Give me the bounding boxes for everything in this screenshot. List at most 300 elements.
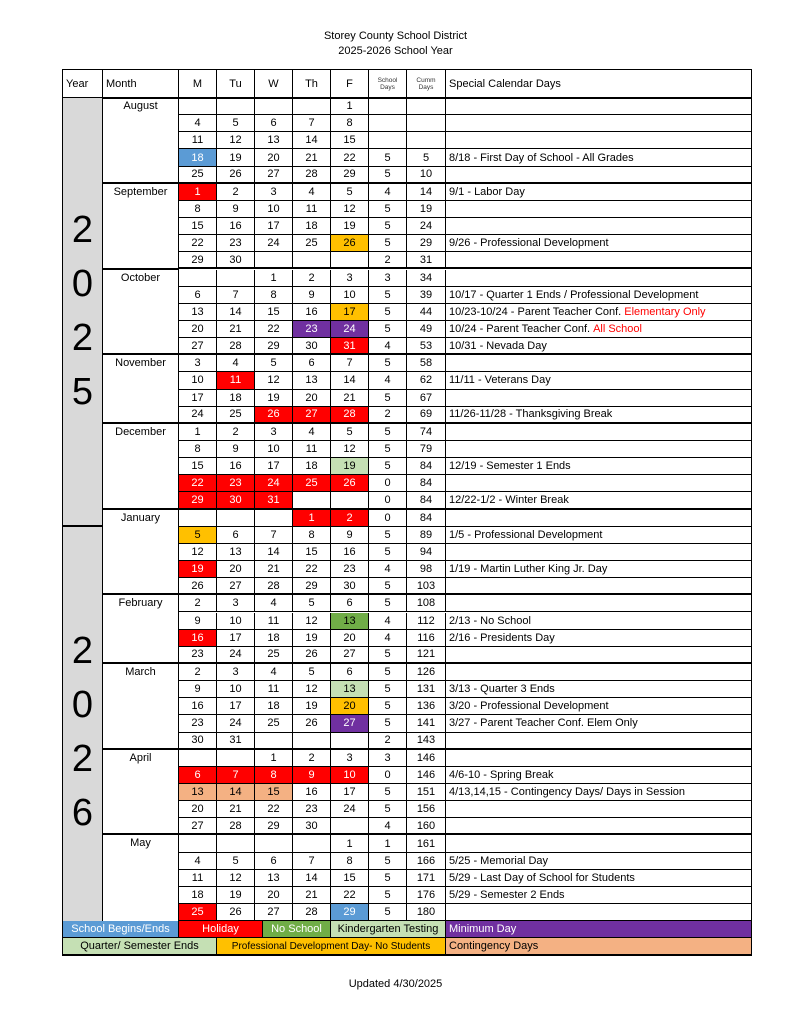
day-cell-tue: 19	[217, 149, 255, 166]
special-day-note	[446, 149, 752, 166]
day-cell-wed: 29	[255, 818, 293, 835]
cumm-days-cell: 79	[407, 441, 446, 458]
day-cell-fri: 22	[331, 149, 369, 166]
day-cell-fri: 21	[331, 390, 369, 407]
special-day-note	[446, 115, 752, 132]
day-cell-fri: 29	[331, 167, 369, 184]
day-cell-wed: 8	[255, 287, 293, 304]
day-cell-wed: 28	[255, 578, 293, 595]
school-days-cell: 0	[369, 475, 407, 492]
day-cell-thu: 29	[293, 578, 331, 595]
day-cell-fri: 15	[331, 870, 369, 887]
day-cell-tue: 26	[217, 904, 255, 921]
cumm-days-cell: 116	[407, 630, 446, 647]
special-day-note	[446, 664, 752, 681]
cumm-days-cell: 14	[407, 184, 446, 201]
month-november: November	[103, 355, 179, 424]
special-day-note	[446, 475, 752, 492]
day-cell-mon: 11	[179, 870, 217, 887]
legend-minimum-day: Minimum Day	[446, 921, 752, 938]
special-day-text: 11/11 - Veterans Day	[449, 374, 551, 387]
day-cell-fri: 8	[331, 115, 369, 132]
day-cell-thu: 9	[293, 767, 331, 784]
header-school-days-line: Days	[380, 83, 395, 91]
day-cell-tue: 18	[217, 390, 255, 407]
day-cell-fri: 10	[331, 287, 369, 304]
cumm-days-cell: 69	[407, 407, 446, 424]
day-cell-mon: 15	[179, 458, 217, 475]
legend-professional-development: Professional Development Day- No Students	[217, 938, 446, 955]
school-days-cell: 5	[369, 578, 407, 595]
day-cell-tue: 23	[217, 235, 255, 252]
cumm-days-cell: 53	[407, 338, 446, 355]
special-day-text: 5/29 - Semester 2 Ends	[449, 888, 565, 901]
cumm-days-cell: 143	[407, 733, 446, 750]
year-digit: 6	[71, 791, 94, 834]
special-day-text: 2/16 - Presidents Day	[449, 631, 555, 644]
header-wednesday: W	[255, 70, 293, 98]
year-column-0	[63, 98, 103, 527]
school-days-cell: 5	[369, 681, 407, 698]
cumm-days-cell: 5	[407, 149, 446, 166]
day-cell-wed: 26	[255, 407, 293, 424]
day-cell-thu: 19	[293, 630, 331, 647]
day-cell-fri: 17	[331, 784, 369, 801]
year-digit: 5	[71, 371, 94, 414]
special-day-text: 5/25 - Memorial Day	[449, 854, 549, 867]
day-cell-wed: 25	[255, 647, 293, 664]
day-cell-fri: 3	[331, 270, 369, 287]
special-day-note	[446, 733, 752, 750]
special-day-text: 10/24 - Parent Teacher Conf.	[449, 323, 591, 335]
cumm-days-cell: 126	[407, 664, 446, 681]
header-year: Year	[63, 70, 103, 98]
school-days-cell: 5	[369, 287, 407, 304]
day-cell-tue: 10	[217, 613, 255, 630]
day-cell-mon: 19	[179, 561, 217, 578]
day-cell-mon: 6	[179, 287, 217, 304]
day-cell-wed: 20	[255, 887, 293, 904]
school-days-cell: 4	[369, 184, 407, 201]
special-day-note	[446, 801, 752, 818]
day-cell-tue: 2	[217, 184, 255, 201]
day-cell-tue	[217, 270, 255, 287]
cumm-days-cell: 180	[407, 904, 446, 921]
cumm-days-cell: 161	[407, 835, 446, 852]
day-cell-wed: 5	[255, 355, 293, 372]
month-may: May	[103, 835, 179, 938]
day-cell-mon: 6	[179, 767, 217, 784]
day-cell-wed: 11	[255, 613, 293, 630]
day-cell-mon: 11	[179, 132, 217, 149]
cumm-days-cell: 94	[407, 544, 446, 561]
special-day-note	[446, 630, 752, 647]
special-day-note	[446, 407, 752, 424]
day-cell-thu: 8	[293, 527, 331, 544]
day-cell-tue: 16	[217, 458, 255, 475]
day-cell-fri: 30	[331, 578, 369, 595]
school-days-cell: 5	[369, 647, 407, 664]
day-cell-thu	[293, 733, 331, 750]
month-october: October	[103, 270, 179, 356]
day-cell-thu: 12	[293, 613, 331, 630]
year-digit: 0	[71, 683, 94, 726]
cumm-days-cell: 146	[407, 767, 446, 784]
day-cell-tue: 28	[217, 338, 255, 355]
day-cell-tue: 30	[217, 252, 255, 269]
school-days-cell: 5	[369, 904, 407, 921]
day-cell-wed: 12	[255, 372, 293, 389]
day-cell-tue	[217, 98, 255, 115]
day-cell-fri: 2	[331, 510, 369, 527]
special-day-note	[446, 338, 752, 355]
day-cell-thu: 16	[293, 304, 331, 321]
school-days-cell: 5	[369, 544, 407, 561]
day-cell-mon: 8	[179, 441, 217, 458]
day-cell-thu: 26	[293, 647, 331, 664]
day-cell-thu: 25	[293, 235, 331, 252]
special-day-note	[446, 750, 752, 767]
special-day-text: 1/5 - Professional Development	[449, 528, 603, 541]
school-days-cell: 2	[369, 407, 407, 424]
day-cell-mon	[179, 835, 217, 852]
cumm-days-cell: 98	[407, 561, 446, 578]
day-cell-wed: 10	[255, 201, 293, 218]
cumm-days-cell: 108	[407, 595, 446, 612]
day-cell-mon: 17	[179, 390, 217, 407]
day-cell-mon: 13	[179, 304, 217, 321]
day-cell-thu: 28	[293, 167, 331, 184]
day-cell-tue: 11	[217, 372, 255, 389]
header-school-days	[369, 70, 407, 98]
special-day-text: 5/29 - Last Day of School for Students	[449, 871, 635, 884]
day-cell-tue: 12	[217, 870, 255, 887]
special-day-note	[446, 270, 752, 287]
day-cell-thu: 4	[293, 184, 331, 201]
day-cell-tue: 31	[217, 733, 255, 750]
year-digit: 2	[71, 209, 94, 252]
special-day-text: 12/22-1/2 - Winter Break	[449, 494, 569, 506]
day-cell-tue: 20	[217, 561, 255, 578]
special-day-note	[446, 390, 752, 407]
day-cell-thu: 27	[293, 407, 331, 424]
day-cell-fri: 5	[331, 184, 369, 201]
day-cell-wed	[255, 252, 293, 269]
school-days-cell: 5	[369, 664, 407, 681]
day-cell-fri: 31	[331, 338, 369, 355]
day-cell-tue: 17	[217, 698, 255, 715]
day-cell-tue	[217, 510, 255, 527]
cumm-days-cell	[407, 115, 446, 132]
cumm-days-cell: 136	[407, 698, 446, 715]
day-cell-fri: 24	[331, 321, 369, 338]
day-cell-thu: 23	[293, 801, 331, 818]
special-day-note	[446, 681, 752, 698]
special-day-text: 3/27 - Parent Teacher Conf. Elem Only	[449, 717, 638, 730]
day-cell-thu: 12	[293, 681, 331, 698]
day-cell-fri	[331, 252, 369, 269]
day-cell-mon: 20	[179, 801, 217, 818]
day-cell-thu: 21	[293, 887, 331, 904]
month-december: December	[103, 424, 179, 510]
day-cell-thu: 15	[293, 544, 331, 561]
month-august: August	[103, 98, 179, 184]
day-cell-wed: 29	[255, 338, 293, 355]
special-day-text: 9/26 - Professional Development	[449, 237, 609, 250]
day-cell-mon: 23	[179, 715, 217, 732]
day-cell-tue: 13	[217, 544, 255, 561]
cumm-days-cell	[407, 132, 446, 149]
cumm-days-cell: 84	[407, 510, 446, 527]
day-cell-fri: 22	[331, 887, 369, 904]
school-days-cell	[369, 115, 407, 132]
cumm-days-cell	[407, 98, 446, 115]
day-cell-wed: 1	[255, 270, 293, 287]
special-day-note	[446, 235, 752, 252]
header-month: Month	[103, 70, 179, 98]
school-days-cell: 5	[369, 321, 407, 338]
day-cell-tue: 14	[217, 304, 255, 321]
cumm-days-cell: 84	[407, 458, 446, 475]
cumm-days-cell: 121	[407, 647, 446, 664]
day-cell-wed: 6	[255, 853, 293, 870]
day-cell-thu	[293, 835, 331, 852]
day-cell-fri: 1	[331, 835, 369, 852]
special-day-text: 2/13 - No School	[449, 614, 531, 627]
day-cell-mon: 9	[179, 681, 217, 698]
school-days-cell: 5	[369, 441, 407, 458]
day-cell-thu: 19	[293, 698, 331, 715]
day-cell-mon: 18	[179, 887, 217, 904]
legend-contingency-days: Contingency Days	[446, 938, 752, 955]
day-cell-wed: 17	[255, 458, 293, 475]
school-days-cell: 2	[369, 252, 407, 269]
cumm-days-cell: 58	[407, 355, 446, 372]
school-days-cell: 3	[369, 750, 407, 767]
day-cell-thu: 30	[293, 338, 331, 355]
day-cell-wed: 6	[255, 115, 293, 132]
header-special-days: Special Calendar Days	[446, 70, 752, 98]
school-days-cell: 5	[369, 715, 407, 732]
day-cell-thu: 1	[293, 510, 331, 527]
day-cell-mon: 23	[179, 647, 217, 664]
day-cell-thu: 4	[293, 424, 331, 441]
school-days-cell: 0	[369, 510, 407, 527]
cumm-days-cell: 112	[407, 613, 446, 630]
legend-school-begins-ends: School Begins/Ends	[63, 921, 179, 938]
special-day-note	[446, 184, 752, 201]
day-cell-mon: 22	[179, 235, 217, 252]
day-cell-tue: 28	[217, 818, 255, 835]
day-cell-thu: 22	[293, 561, 331, 578]
day-cell-tue: 21	[217, 801, 255, 818]
day-cell-wed: 24	[255, 475, 293, 492]
day-cell-mon: 27	[179, 818, 217, 835]
special-day-note	[446, 698, 752, 715]
day-cell-thu	[293, 252, 331, 269]
special-day-text: 3/13 - Quarter 3 Ends	[449, 683, 555, 696]
special-day-text: 10/17 - Quarter 1 Ends / Professional Development	[449, 288, 699, 301]
special-day-text: 11/26-11/28 - Thanksgiving Break	[449, 408, 613, 421]
day-cell-thu: 30	[293, 818, 331, 835]
day-cell-mon: 29	[179, 252, 217, 269]
day-cell-wed	[255, 733, 293, 750]
day-cell-wed: 15	[255, 304, 293, 321]
cumm-days-cell: 34	[407, 270, 446, 287]
header-cumm-days	[407, 70, 446, 98]
day-cell-tue: 19	[217, 887, 255, 904]
day-cell-tue: 12	[217, 132, 255, 149]
day-cell-mon: 27	[179, 338, 217, 355]
school-days-cell: 4	[369, 338, 407, 355]
day-cell-thu: 20	[293, 390, 331, 407]
cumm-days-cell: 84	[407, 492, 446, 509]
cumm-days-cell: 62	[407, 372, 446, 389]
cumm-days-cell: 171	[407, 870, 446, 887]
special-day-note	[446, 595, 752, 612]
school-days-cell: 3	[369, 270, 407, 287]
special-day-note	[446, 870, 752, 887]
cumm-days-cell: 89	[407, 527, 446, 544]
day-cell-wed: 13	[255, 132, 293, 149]
header-thursday: Th	[293, 70, 331, 98]
day-cell-thu: 23	[293, 321, 331, 338]
day-cell-thu: 11	[293, 201, 331, 218]
day-cell-wed: 17	[255, 218, 293, 235]
day-cell-thu: 2	[293, 750, 331, 767]
day-cell-wed	[255, 835, 293, 852]
day-cell-thu: 14	[293, 132, 331, 149]
day-cell-mon: 29	[179, 492, 217, 509]
special-day-note	[446, 304, 752, 321]
day-cell-mon: 4	[179, 853, 217, 870]
year-digit: 2	[71, 629, 94, 672]
day-cell-fri: 15	[331, 132, 369, 149]
day-cell-fri: 16	[331, 544, 369, 561]
special-day-note	[446, 201, 752, 218]
day-cell-fri: 26	[331, 235, 369, 252]
school-days-cell: 5	[369, 595, 407, 612]
special-day-note	[446, 355, 752, 372]
day-cell-fri: 26	[331, 475, 369, 492]
day-cell-mon: 16	[179, 630, 217, 647]
day-cell-fri: 12	[331, 201, 369, 218]
school-days-cell: 5	[369, 218, 407, 235]
special-day-note	[446, 252, 752, 269]
day-cell-tue: 14	[217, 784, 255, 801]
day-cell-thu: 11	[293, 441, 331, 458]
school-days-cell: 4	[369, 818, 407, 835]
legend-kindergarten-testing: Kindergarten Testing	[331, 921, 446, 938]
day-cell-thu	[293, 98, 331, 115]
school-days-cell	[369, 132, 407, 149]
special-day-note	[446, 853, 752, 870]
day-cell-thu: 7	[293, 853, 331, 870]
day-cell-tue: 30	[217, 492, 255, 509]
day-cell-tue: 24	[217, 715, 255, 732]
day-cell-mon: 22	[179, 475, 217, 492]
day-cell-tue: 7	[217, 767, 255, 784]
school-days-cell	[369, 98, 407, 115]
header-school-days-line: School	[377, 76, 398, 84]
special-day-note	[446, 613, 752, 630]
school-days-cell: 5	[369, 304, 407, 321]
day-cell-wed: 3	[255, 424, 293, 441]
day-cell-tue: 7	[217, 287, 255, 304]
school-days-cell: 5	[369, 527, 407, 544]
day-cell-mon: 9	[179, 613, 217, 630]
month-february: February	[103, 595, 179, 664]
month-april: April	[103, 750, 179, 836]
updated-note: Updated 4/30/2025	[348, 978, 443, 990]
day-cell-mon: 16	[179, 698, 217, 715]
special-day-note	[446, 98, 752, 115]
day-cell-mon: 25	[179, 167, 217, 184]
cumm-days-cell: 131	[407, 681, 446, 698]
special-day-highlight: All School	[593, 323, 642, 335]
day-cell-tue: 10	[217, 681, 255, 698]
special-day-note	[446, 321, 752, 338]
cumm-days-cell: 10	[407, 167, 446, 184]
day-cell-thu: 9	[293, 287, 331, 304]
cumm-days-cell: 84	[407, 475, 446, 492]
day-cell-tue: 26	[217, 167, 255, 184]
special-day-note	[446, 767, 752, 784]
year-digit: 2	[71, 317, 94, 360]
day-cell-wed: 10	[255, 441, 293, 458]
day-cell-tue: 5	[217, 853, 255, 870]
cumm-days-cell: 146	[407, 750, 446, 767]
day-cell-mon	[179, 510, 217, 527]
cumm-days-cell: 19	[407, 201, 446, 218]
day-cell-wed: 4	[255, 664, 293, 681]
school-days-cell: 5	[369, 424, 407, 441]
day-cell-fri: 6	[331, 664, 369, 681]
month-september: September	[103, 184, 179, 270]
school-days-cell: 5	[369, 887, 407, 904]
special-day-text: 4/13,14,15 - Contingency Days/ Days in Session	[449, 786, 686, 799]
day-cell-tue: 9	[217, 201, 255, 218]
day-cell-wed: 21	[255, 561, 293, 578]
day-cell-mon: 12	[179, 544, 217, 561]
school-days-cell: 5	[369, 167, 407, 184]
cumm-days-cell: 39	[407, 287, 446, 304]
day-cell-tue: 3	[217, 595, 255, 612]
day-cell-fri	[331, 733, 369, 750]
special-day-text: 9/1 - Labor Day	[449, 185, 525, 198]
year-digit: 0	[71, 263, 94, 306]
day-cell-thu: 28	[293, 904, 331, 921]
day-cell-mon: 20	[179, 321, 217, 338]
cumm-days-cell: 49	[407, 321, 446, 338]
school-days-cell: 1	[369, 835, 407, 852]
day-cell-thu: 13	[293, 372, 331, 389]
day-cell-wed: 18	[255, 630, 293, 647]
cumm-days-cell: 160	[407, 818, 446, 835]
day-cell-mon: 3	[179, 355, 217, 372]
day-cell-wed: 8	[255, 767, 293, 784]
day-cell-mon: 1	[179, 424, 217, 441]
special-day-note	[446, 287, 752, 304]
school-days-cell: 2	[369, 733, 407, 750]
special-day-text: 12/19 - Semester 1 Ends	[449, 460, 571, 473]
day-cell-fri: 24	[331, 801, 369, 818]
special-day-note	[446, 784, 752, 801]
day-cell-wed: 22	[255, 801, 293, 818]
day-cell-mon	[179, 270, 217, 287]
day-cell-wed: 4	[255, 595, 293, 612]
cumm-days-cell: 31	[407, 252, 446, 269]
